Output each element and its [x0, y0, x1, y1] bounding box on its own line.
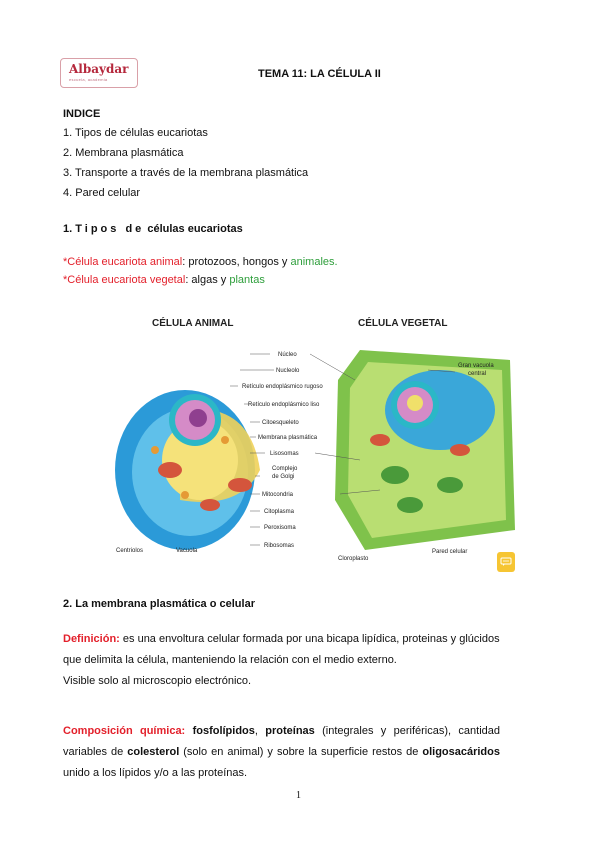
definition-paragraph: Definición: es una envoltura celular formada por una bicapa lipídica, proteinas y glúcidos que delimita la célula, manteniendo la relación con el medio externo. Visible solo al microscopio electrónico. — [63, 633, 500, 687]
logo-subtitle: escuela, academia — [69, 77, 108, 82]
label-pared: Pared celular — [432, 549, 468, 555]
section1-title-spaced: Tipos de — [75, 223, 145, 235]
label-gran-vacuola: Gran vacuola — [458, 363, 494, 369]
section1-heading — [63, 223, 243, 235]
label-ribosomas: Ribosomas — [264, 543, 295, 549]
index-item: 2. Membrana plasmática — [63, 147, 184, 159]
vegetal-green-word: plantas — [229, 274, 265, 286]
page-number: 1 — [296, 790, 301, 801]
label-nucleo: Núcleo — [278, 352, 297, 358]
label-citoplasma: Citoplasma — [264, 509, 295, 515]
label-peroxisoma: Peroxisoma — [264, 525, 296, 531]
vegetal-cell-title: CÉLULA VEGETAL — [358, 318, 448, 329]
page-title: TEMA 11: LA CÉLULA II — [258, 68, 381, 80]
label-centriolos: Centriolos — [116, 548, 144, 554]
label-reticulo-liso: Retículo endoplásmico liso — [248, 402, 320, 408]
section1-title-rest: células eucariotas — [147, 223, 243, 235]
label-membrana: Membrana plasmática — [258, 435, 318, 441]
vegetal-cell-line: *Célula eucariota vegetal: algas y plantas — [63, 274, 265, 286]
definition-label: Definición: — [63, 633, 120, 645]
cell-diagram — [110, 300, 520, 562]
animal-green-word: animales. — [290, 256, 338, 268]
label-golgi: de Golgi — [272, 474, 295, 480]
label-lisosomas: Lisosomas — [270, 451, 299, 457]
animal-cell-illustration — [115, 390, 260, 550]
label-complejo: Complejo — [272, 466, 298, 472]
label-vacuola: Vacuola — [176, 548, 198, 554]
animal-cell-title: CÉLULA ANIMAL — [152, 318, 234, 329]
label-cloroplasto: Cloroplasto — [338, 556, 369, 562]
albaydar-logo — [60, 58, 138, 88]
label-citoesqueleto: Citoesqueleto — [262, 420, 299, 426]
animal-cell-line: *Célula eucariota animal: protozoos, hongos y animales. — [63, 256, 338, 268]
label-nucleolo: Nucleolo — [276, 368, 300, 374]
label-reticulo-rugoso: Retículo endoplásmico rugoso — [242, 384, 323, 390]
section1-number: 1. — [63, 223, 73, 235]
section2-heading: 2. La membrana plasmática o celular — [63, 598, 255, 610]
logo-name: Albaydar — [69, 62, 129, 76]
index-item: 4. Pared celular — [63, 187, 141, 199]
composition-paragraph: Composición química: fosfolípidos, proteínas (integrales y periféricas), cantidad variables de colesterol (solo en animal) y sobre la superficie restos de oligosacáridos unido a los lípidos y/o a las proteínas. — [63, 725, 500, 779]
label-central: central — [468, 371, 487, 377]
plant-cell-illustration — [335, 350, 515, 550]
vegetal-cell-label: Célula eucariota vegetal — [67, 274, 186, 286]
index-item: 3. Transporte a través de la membrana plasmática — [63, 167, 309, 179]
index-heading: INDICE — [63, 108, 101, 120]
animal-cell-label: Célula eucariota animal — [67, 256, 183, 268]
label-mitocondria: Mitocondria — [262, 492, 294, 498]
composition-label: Composición química: — [63, 725, 186, 737]
comment-icon[interactable] — [497, 552, 515, 572]
index-item: 1. Tipos de células eucariotas — [63, 127, 208, 139]
